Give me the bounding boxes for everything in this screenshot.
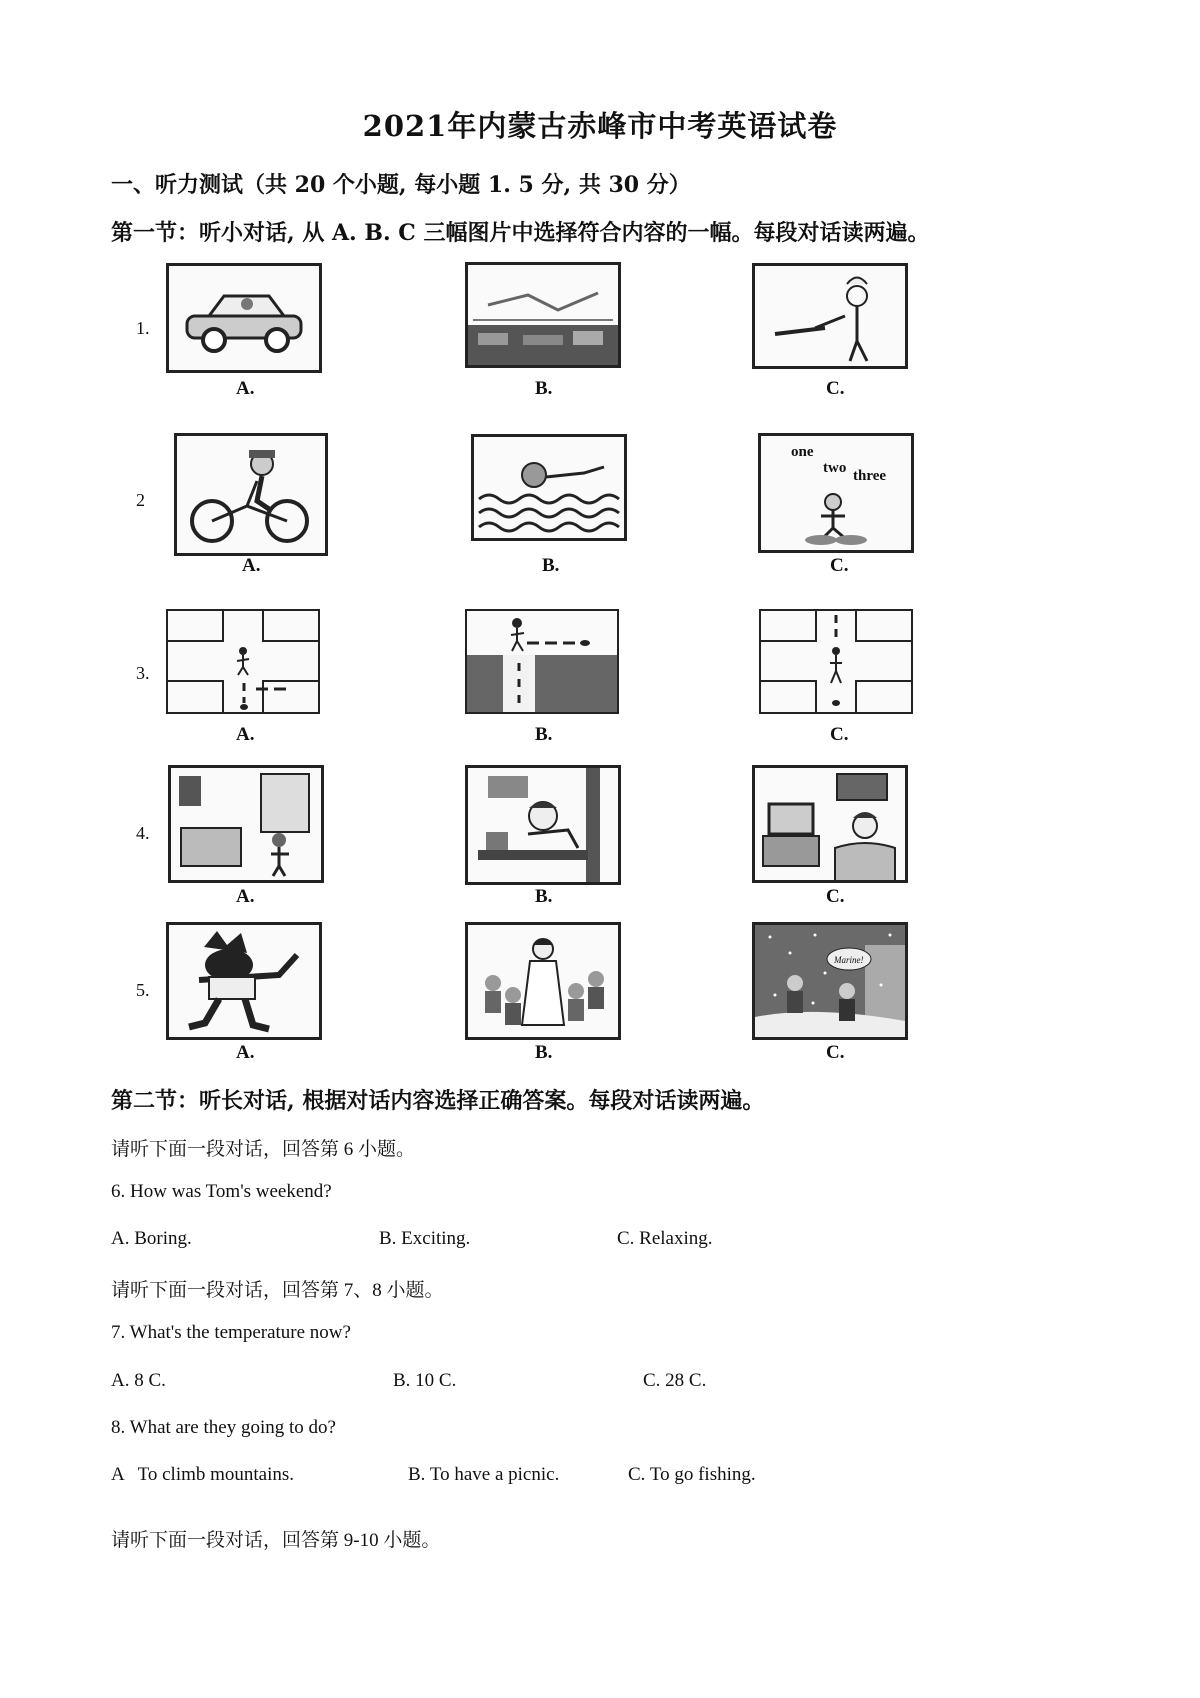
q8-option-b[interactable]: B. To have a picnic.	[408, 1464, 560, 1485]
question-number-5: 5.	[136, 980, 150, 1000]
q7-option-a[interactable]: A. 8 C.	[111, 1370, 166, 1391]
question-number-1: 1.	[136, 318, 150, 338]
instruction-q6: 请听下面一段对话，回答第 6 小题。	[111, 1139, 416, 1160]
option-label-1b: B.	[535, 378, 553, 399]
option-label-2c: C.	[830, 555, 849, 576]
option-label-5c: C.	[826, 1042, 845, 1063]
swimming-picture[interactable]	[471, 434, 627, 541]
q6-option-a[interactable]: A. Boring.	[111, 1228, 192, 1249]
watching-tv-picture[interactable]	[752, 765, 908, 883]
question-7: 7. What's the temperature now?	[111, 1322, 351, 1343]
street-scene-picture[interactable]	[465, 262, 621, 368]
option-label-3a: A.	[236, 724, 255, 745]
question-number-4: 4.	[136, 823, 150, 843]
crossroad-turn-right-picture[interactable]	[166, 609, 320, 714]
q6-option-c[interactable]: C. Relaxing.	[617, 1228, 713, 1249]
option-label-1c: C.	[826, 378, 845, 399]
option-label-3c: C.	[830, 724, 849, 745]
option-label-4a: A.	[236, 886, 255, 907]
instruction-q7-8: 请听下面一段对话，回答第 7、8 小题。	[111, 1280, 444, 1301]
counting-picture[interactable]	[758, 433, 914, 553]
option-label-3b: B.	[535, 724, 553, 745]
bridge-crossing-picture[interactable]	[465, 609, 619, 714]
crossroad-straight-picture[interactable]	[759, 609, 913, 714]
count-word-one: one	[791, 444, 814, 460]
option-label-5b: B.	[535, 1042, 553, 1063]
part1-heading: 一、听力测试（共 20 个小题, 每小题 1. 5 分, 共 30 分）	[111, 172, 691, 198]
q7-option-c[interactable]: C. 28 C.	[643, 1370, 707, 1391]
q7-option-b[interactable]: B. 10 C.	[393, 1370, 457, 1391]
q6-option-b[interactable]: B. Exciting.	[379, 1228, 471, 1249]
question-6: 6. How was Tom's weekend?	[111, 1181, 332, 1202]
section1-heading: 第一节：听小对话, 从 A. B. C 三幅图片中选择符合内容的一幅。每段对话读两遍。	[111, 220, 930, 246]
car-picture[interactable]	[166, 263, 322, 373]
count-word-two: two	[823, 460, 847, 476]
question-number-2: 2	[136, 490, 145, 510]
snowy-christmas-picture[interactable]	[752, 922, 908, 1040]
speech-bubble-text: Marine!	[834, 955, 864, 965]
option-label-1a: A.	[236, 378, 255, 399]
q8-option-a[interactable]: A To climb mountains.	[111, 1464, 295, 1485]
section2-heading: 第二节：听长对话, 根据对话内容选择正确答案。每段对话读两遍。	[111, 1088, 765, 1114]
option-label-4b: B.	[535, 886, 553, 907]
option-label-2b: B.	[542, 555, 560, 576]
studying-picture[interactable]	[465, 765, 621, 885]
cleaning-room-picture[interactable]	[168, 765, 324, 883]
option-label-4c: C.	[826, 886, 845, 907]
page-title: 2021年内蒙古赤峰市中考英语试卷	[362, 109, 838, 143]
option-label-5a: A.	[236, 1042, 255, 1063]
question-number-3: 3.	[136, 663, 150, 683]
q8-option-c[interactable]: C. To go fishing.	[628, 1464, 756, 1485]
question-8: 8. What are they going to do?	[111, 1417, 336, 1438]
count-word-three: three	[853, 468, 887, 484]
cartoon-cat-picture[interactable]	[166, 922, 322, 1040]
cycling-picture[interactable]	[174, 433, 328, 556]
option-label-2a: A.	[242, 555, 261, 576]
cooking-picture[interactable]	[752, 263, 908, 369]
snow-white-picture[interactable]	[465, 922, 621, 1040]
instruction-q9-10: 请听下面一段对话，回答第 9-10 小题。	[111, 1530, 441, 1551]
